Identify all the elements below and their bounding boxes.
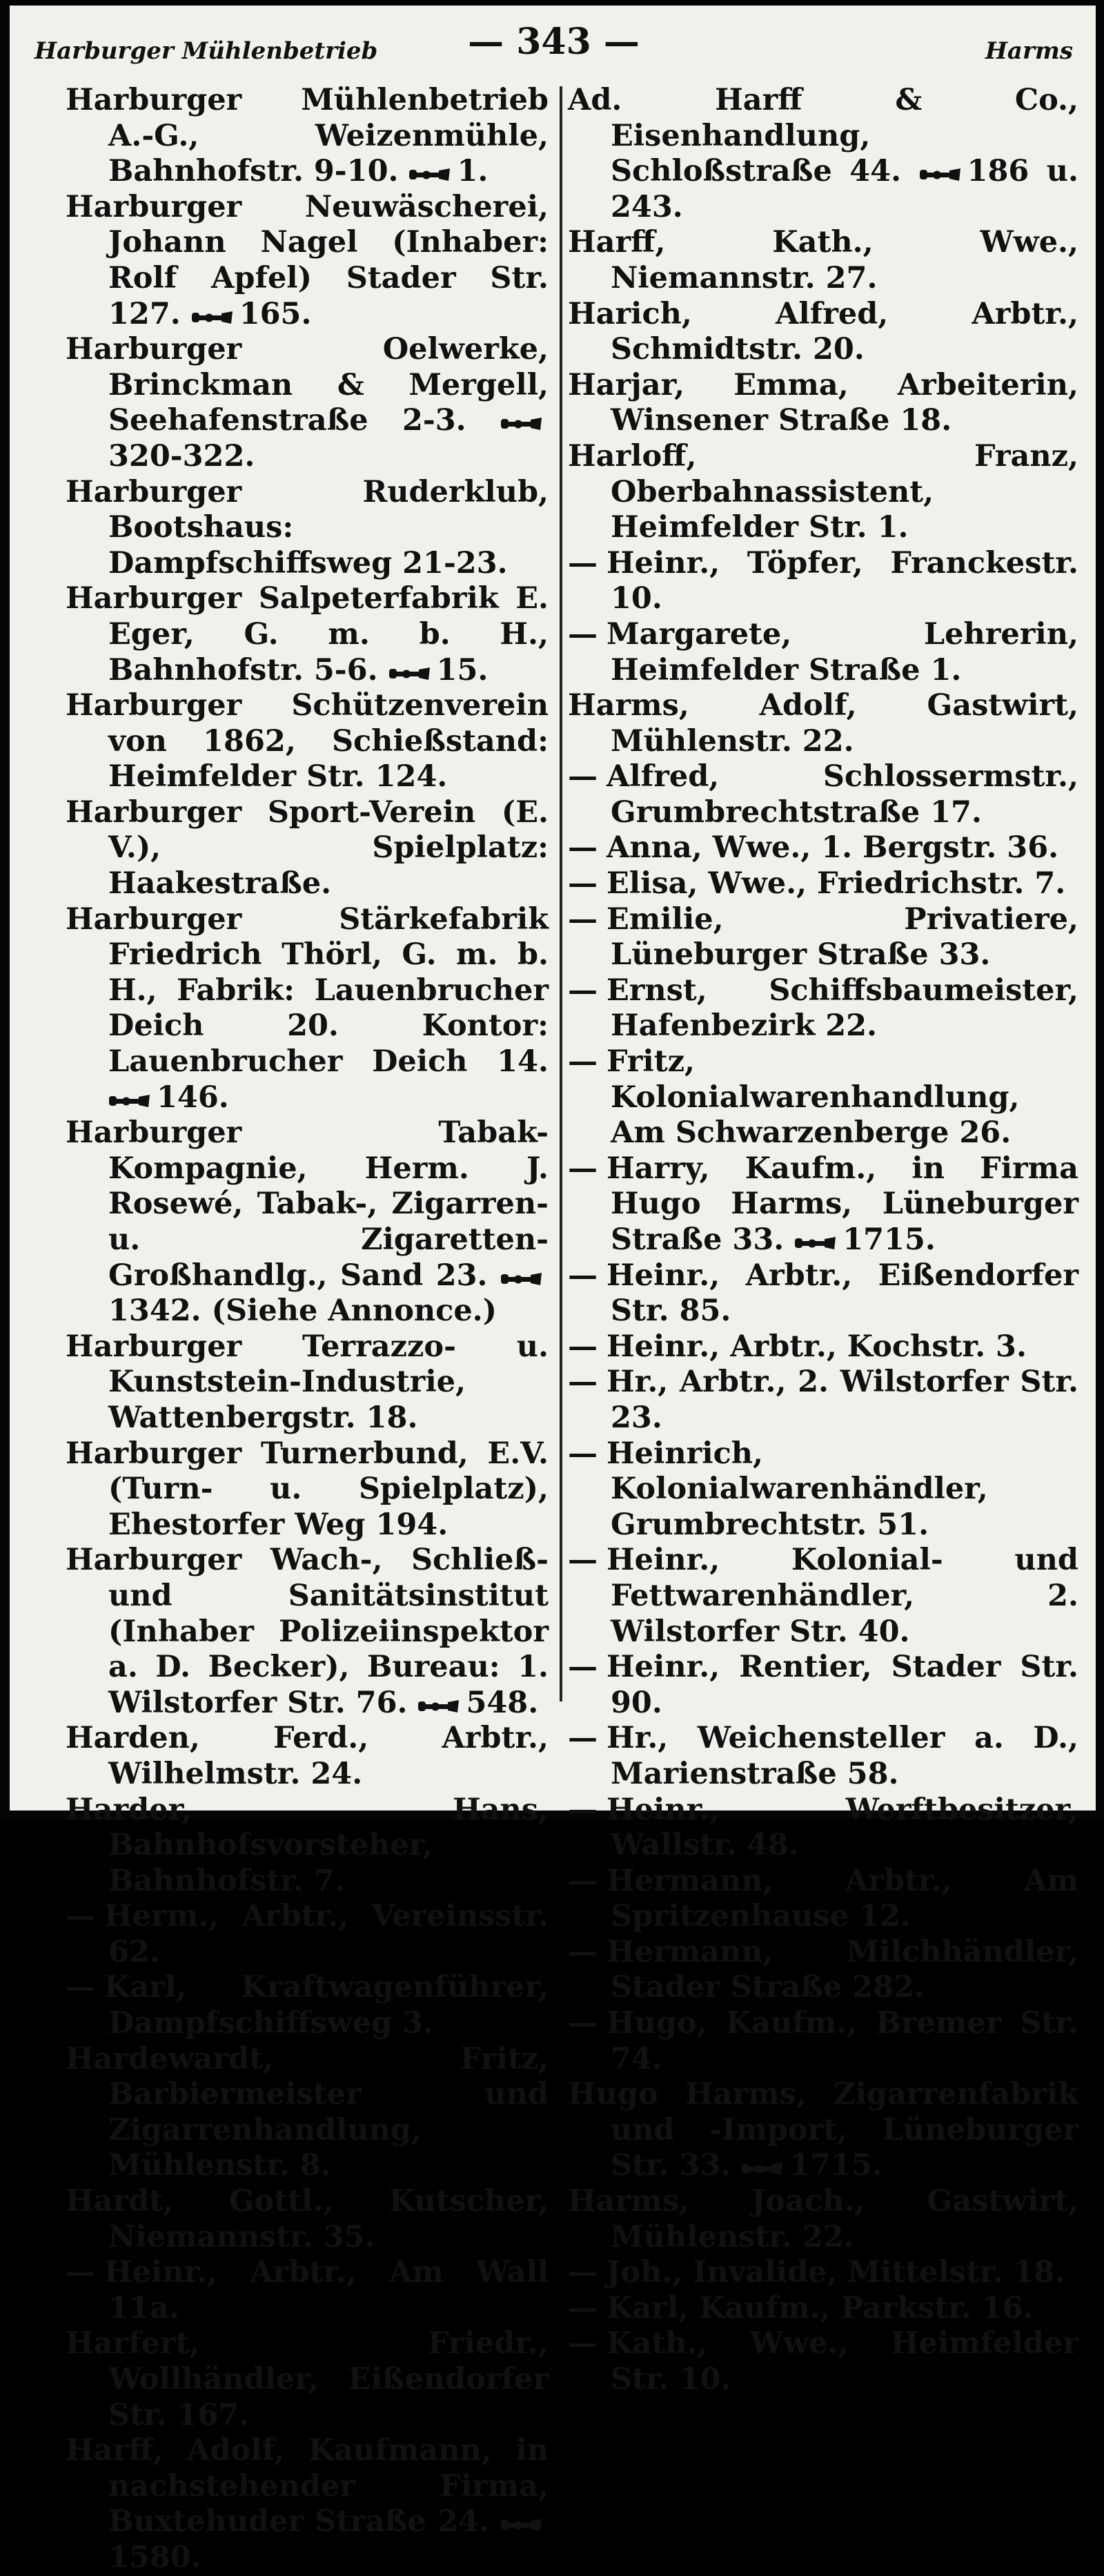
directory-entry xyxy=(66,83,549,190)
ditto-dash: — xyxy=(568,2006,598,2041)
entry-text: Joh., Invalide, Mittelstr. 18. xyxy=(607,2255,1065,2290)
ditto-dash: — xyxy=(568,2290,598,2325)
telephone-number: 1342. (Siehe Annonce.) xyxy=(108,1294,497,1329)
entry-text: Harich, Alfred, Arbtr., Schmidtstr. 20. xyxy=(568,296,1078,367)
entry-text: Anna, Wwe., 1. Bergstr. 36. xyxy=(607,830,1059,866)
ditto-dash: — xyxy=(568,1044,598,1080)
entry-text: Harburger Terrazzo- u. Kunststein-Industrie, Wattenbergstr. 18. xyxy=(66,1329,549,1435)
scan-border-left xyxy=(0,0,10,1819)
entry-text: Harburger Ruderklub, Bootshaus: Dampfschiffsweg 21-23. xyxy=(66,474,549,580)
entry-text: Ernst, Schiffsbaumeister, Hafenbezirk 22. xyxy=(607,973,1078,1044)
ditto-dash: — xyxy=(568,2326,598,2361)
telephone-icon xyxy=(408,167,451,182)
directory-entry xyxy=(568,83,1078,225)
directory-entry xyxy=(568,2077,1078,2184)
ditto-dash: — xyxy=(568,2255,598,2290)
left-column xyxy=(66,83,549,2576)
directory-entry xyxy=(66,1543,549,1721)
entry-text: Harjar, Emma, Arbeiterin, Winsener Straße 18. xyxy=(568,367,1078,438)
directory-entry xyxy=(568,688,1078,759)
telephone-number: 1. xyxy=(457,154,489,189)
directory-entry xyxy=(66,2433,549,2575)
directory-entry xyxy=(66,190,549,332)
page-number: — 343 — xyxy=(468,21,640,63)
entry-text: Heinrich, Kolonialwarenhändler, Grumbrechtstr. 51. xyxy=(607,1436,988,1542)
ditto-dash: — xyxy=(568,759,598,794)
directory-entry xyxy=(568,1935,1078,2006)
entry-text: Hermann, Milchhändler, Stader Straße 282. xyxy=(607,1934,1078,2005)
directory-entry xyxy=(568,866,1078,902)
directory-entry xyxy=(66,1436,549,1543)
entry-text: Ad. Harff & Co., Eisenhandlung, Schloßstraße 44. xyxy=(568,83,1078,189)
telephone-icon xyxy=(500,416,543,431)
telephone-icon xyxy=(417,1699,460,1714)
ditto-dash: — xyxy=(568,830,598,866)
entry-text: Harfert, Friedr., Wollhändler, Eißendorfer Str. 167. xyxy=(66,2326,549,2432)
entry-text: Heinr., Arbtr., Am Wall 11a. xyxy=(104,2255,549,2325)
entry-text: Hermann, Arbtr., Am Spritzenhause 12. xyxy=(607,1863,1078,1934)
entry-text: Heinr., Arbtr., Eißendorfer Str. 85. xyxy=(607,1258,1078,1329)
directory-entry xyxy=(568,546,1078,617)
directory-entry xyxy=(568,225,1078,296)
directory-entry xyxy=(66,1970,549,2041)
telephone-number: 548. xyxy=(466,1685,539,1720)
ditto-dash: — xyxy=(568,1792,598,1827)
entry-text: Harff, Adolf, Kaufmann, in nachstehender Firma, Buxtehuder Straße 24. xyxy=(66,2433,549,2539)
entry-text: Hugo, Kaufm., Bremer Str. 74. xyxy=(607,2006,1078,2076)
column-divider xyxy=(560,86,562,1701)
telephone-number: 165. xyxy=(239,296,312,331)
telephone-number: 146. xyxy=(157,1080,229,1115)
directory-entry xyxy=(568,617,1078,688)
directory-entry xyxy=(66,1721,549,1792)
directory-entry xyxy=(568,1721,1078,1792)
directory-entry xyxy=(568,902,1078,973)
directory-entry xyxy=(568,759,1078,830)
entry-text: Hr., Weichensteller a. D., Marienstraße 58. xyxy=(607,1721,1078,1791)
entry-text: Harms, Joach., Gastwirt, Mühlenstr. 22. xyxy=(568,2184,1078,2254)
directory-entry xyxy=(568,1044,1078,1151)
entry-text: Harburger Schützenverein von 1862, Schießstand: Heimfelder Str. 124. xyxy=(66,688,549,794)
entry-text: Harden, Ferd., Arbtr., Wilhelmstr. 24. xyxy=(66,1721,549,1791)
directory-entry xyxy=(66,2326,549,2433)
telephone-icon xyxy=(741,2161,784,2176)
directory-entry xyxy=(568,2006,1078,2077)
directory-entry xyxy=(568,1650,1078,1721)
telephone-number: 1715. xyxy=(789,2148,883,2183)
telephone-icon xyxy=(919,167,962,182)
directory-entry xyxy=(568,2255,1078,2291)
ditto-dash: — xyxy=(568,616,598,652)
entry-text: Emilie, Privatiere, Lüneburger Straße 33. xyxy=(607,901,1078,973)
entry-text: Alfred, Schlossermstr., Grumbrechtstraße 17. xyxy=(607,759,1078,830)
telephone-number: 1715. xyxy=(842,1222,936,1257)
ditto-dash: — xyxy=(568,1863,598,1898)
ditto-dash: — xyxy=(568,1151,598,1186)
directory-entry xyxy=(66,332,549,474)
directory-entry xyxy=(66,475,549,582)
entry-text: Harburger Mühlenbetrieb A.-G., Weizenmühle, Bahnhofstr. 9-10. xyxy=(66,83,549,189)
ditto-dash: — xyxy=(66,1970,95,2005)
entry-text: Harburger Tabak-Kompagnie, Herm. J. Rosewé, Tabak-, Zigarren- u. Zigaretten-Großhandlg., Sand 23. xyxy=(66,1115,549,1293)
entry-text: Karl, Kraftwagenführer, Dampfschiffsweg 3. xyxy=(104,1970,549,2041)
directory-entry xyxy=(568,1793,1078,1864)
directory-entry xyxy=(66,2255,549,2326)
directory-entry xyxy=(66,1899,549,1970)
directory-entry xyxy=(568,1151,1078,1258)
directory-entry xyxy=(66,688,549,795)
running-head-right: Harms xyxy=(985,37,1073,65)
entry-text: Harburger Wach-, Schließ- und Sanitätsinstitut (Inhaber Polizeiinspektor a. D. Becker), Bureau: 1. Wilstorfer Str. 76. xyxy=(66,1543,549,1720)
telephone-icon xyxy=(108,1093,151,1109)
entry-text: Karl, Kaufm., Parkstr. 16. xyxy=(607,2290,1034,2325)
ditto-dash: — xyxy=(568,973,598,1008)
ditto-dash: — xyxy=(568,1934,598,1969)
right-column xyxy=(568,83,1078,2398)
ditto-dash: — xyxy=(568,1365,598,1400)
scan-border-top xyxy=(0,0,1104,6)
entry-text: Harburger Oelwerke, Brinckman & Mergell, Seehafenstraße 2-3. xyxy=(66,332,549,438)
entry-text: Harburger Sport-Verein (E. V.), Spielplatz: Haakestraße. xyxy=(66,794,549,901)
entry-text: Harder, Hans, Bahnhofsvorsteher, Bahnhofstr. 7. xyxy=(66,1792,549,1898)
telephone-number: 186 u. 243. xyxy=(611,154,1078,224)
page-header xyxy=(34,21,1073,69)
running-head-left: Harburger Mühlenbetrieb xyxy=(34,37,378,65)
telephone-icon xyxy=(388,666,431,681)
entry-text: Hardt, Gottl., Kutscher, Niemannstr. 35. xyxy=(66,2184,549,2254)
directory-entry xyxy=(66,902,549,1116)
ditto-dash: — xyxy=(568,866,598,901)
entry-text: Hr., Arbtr., 2. Wilstorfer Str. 23. xyxy=(607,1365,1078,1435)
entry-text: Harburger Salpeterfabrik E. Eger, G. m. b. H., Bahnhofstr. 5-6. xyxy=(66,581,549,687)
entry-text: Harburger Stärkefabrik Friedrich Thörl, G. m. b. H., Fabrik: Lauenbrucher Deich 20. Kontor: Lauenbrucher Deich 14. xyxy=(66,901,549,1080)
ditto-dash: — xyxy=(568,1721,598,1756)
telephone-number: 320-322. xyxy=(108,438,255,474)
telephone-icon xyxy=(191,310,234,325)
directory-entry xyxy=(66,1793,549,1900)
directory-entry xyxy=(568,1329,1078,1365)
ditto-dash: — xyxy=(568,545,598,580)
entry-text: Harburger Turnerbund, E.V. (Turn- u. Spielplatz), Ehestorfer Weg 194. xyxy=(66,1436,549,1542)
directory-entry xyxy=(568,297,1078,368)
entry-text: Harburger Neuwäscherei, Johann Nagel (Inhaber: Rolf Apfel) Stader Str. 127. xyxy=(66,189,549,331)
directory-entry xyxy=(568,973,1078,1044)
ditto-dash: — xyxy=(568,1258,598,1293)
entry-text: Herm., Arbtr., Vereinsstr. 62. xyxy=(104,1899,549,1969)
ditto-dash: — xyxy=(66,2255,95,2290)
ditto-dash: — xyxy=(568,1650,598,1685)
directory-entry xyxy=(568,1436,1078,1543)
directory-entry xyxy=(568,1543,1078,1650)
entry-text: Harloff, Franz, Oberbahnassistent, Heimfelder Str. 1. xyxy=(568,438,1078,545)
entry-text: Heinr., Werftbesitzer, Wallstr. 48. xyxy=(607,1792,1078,1863)
entry-text: Kath., Wwe., Heimfelder Str. 10. xyxy=(607,2326,1078,2397)
entry-text: Hugo Harms, Zigarrenfabrik und -Import, Lüneburger Str. 33. xyxy=(568,2077,1078,2183)
directory-entry xyxy=(568,368,1078,439)
ditto-dash: — xyxy=(568,901,598,937)
directory-entry xyxy=(568,830,1078,866)
directory-entry xyxy=(568,439,1078,546)
telephone-icon xyxy=(500,2517,543,2533)
directory-entry xyxy=(66,2184,549,2255)
entry-text: Fritz, Kolonialwarenhandlung, Am Schwarzenberge 26. xyxy=(607,1044,1020,1151)
directory-entry xyxy=(66,581,549,688)
directory-entry xyxy=(66,1329,549,1436)
directory-entry xyxy=(568,2291,1078,2327)
directory-entry xyxy=(568,1864,1078,1935)
entry-text: Harff, Kath., Wwe., Niemannstr. 27. xyxy=(568,225,1078,295)
entry-text: Harms, Adolf, Gastwirt, Mühlenstr. 22. xyxy=(568,688,1078,759)
telephone-icon xyxy=(500,1271,543,1287)
scan-border-right xyxy=(1096,0,1104,1819)
directory-entry xyxy=(568,1258,1078,1329)
entry-text: Margarete, Lehrerin, Heimfelder Straße 1. xyxy=(607,616,1078,687)
entry-text: Heinr., Töpfer, Franckestr. 10. xyxy=(607,545,1078,616)
directory-entry xyxy=(66,2042,549,2184)
directory-entry xyxy=(568,2326,1078,2397)
directory-entry xyxy=(568,2184,1078,2255)
entry-text: Harry, Kaufm., in Firma Hugo Harms, Lüneburger Straße 33. xyxy=(607,1151,1078,1257)
directory-entry xyxy=(66,1115,549,1329)
ditto-dash: — xyxy=(568,1436,598,1471)
entry-text: Heinr., Arbtr., Kochstr. 3. xyxy=(607,1329,1027,1364)
ditto-dash: — xyxy=(568,1329,598,1364)
telephone-icon xyxy=(794,1236,837,1251)
ditto-dash: — xyxy=(66,1899,95,1934)
directory-entry xyxy=(568,1365,1078,1436)
entry-text: Heinr., Rentier, Stader Str. 90. xyxy=(607,1650,1078,1720)
entry-text: Hardewardt, Fritz, Barbiermeister und Zigarrenhandlung, Mühlenstr. 8. xyxy=(66,2041,549,2183)
telephone-number: 1580. xyxy=(108,2539,201,2575)
entry-text: Elisa, Wwe., Friedrichstr. 7. xyxy=(607,866,1066,901)
ditto-dash: — xyxy=(568,1543,598,1578)
directory-entry xyxy=(66,795,549,902)
telephone-number: 15. xyxy=(436,652,489,687)
entry-text: Heinr., Kolonial- und Fettwarenhändler, 2. Wilstorfer Str. 40. xyxy=(607,1543,1078,1649)
